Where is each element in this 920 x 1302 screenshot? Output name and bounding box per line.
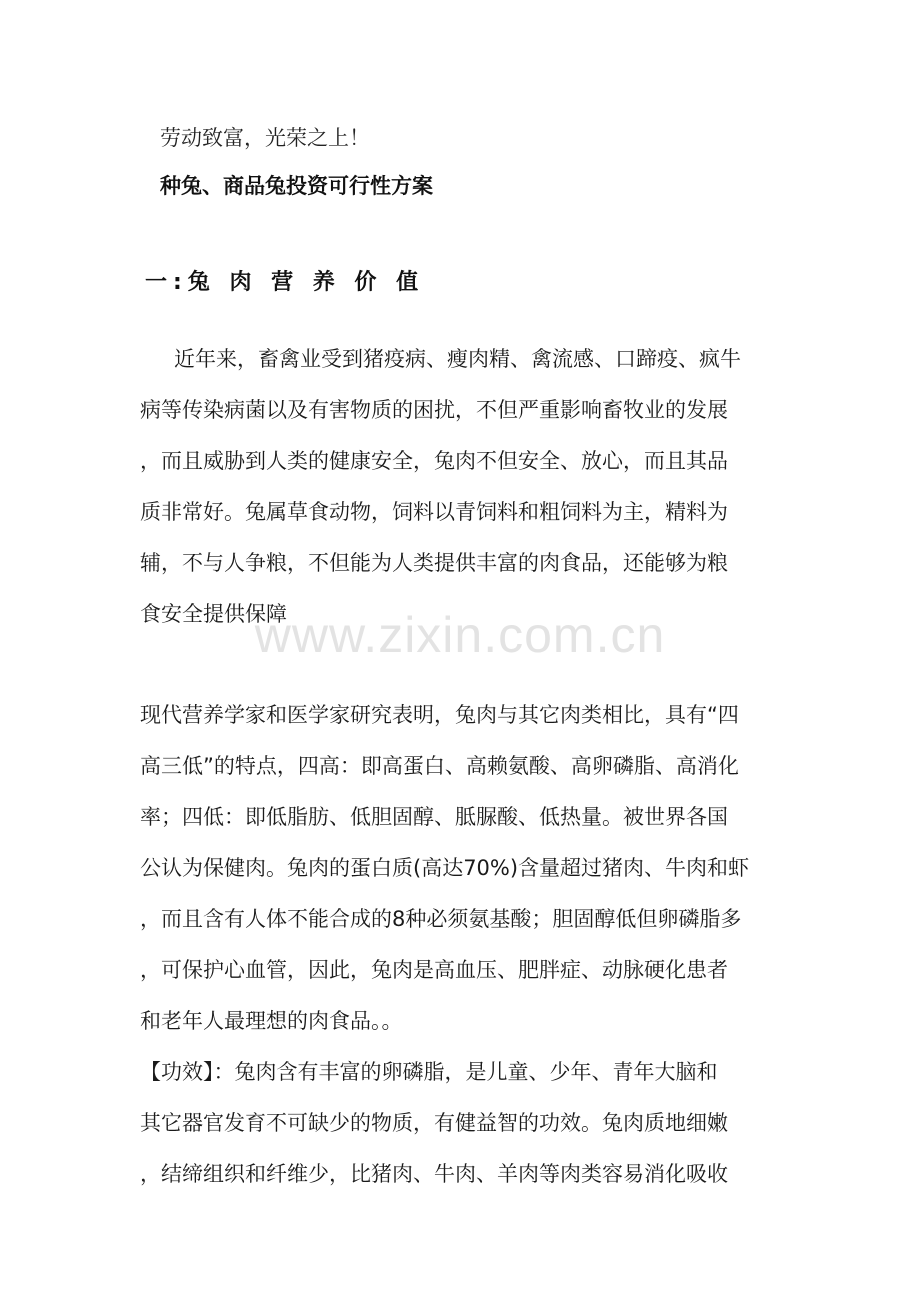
paragraph-intro [140, 334, 780, 640]
paragraph-line: ，而且含有人体不能合成的8种必须氨基酸；胆固醇低但卵磷脂多 [140, 907, 742, 931]
watermark: www.zixin.com.cn [254, 607, 666, 663]
paragraph-line: 质非常好。兔属草食动物，饲料以青饲料和粗饲料为主，精料为 [140, 500, 728, 524]
paragraph-line: ，可保护心血管，因此，兔肉是高血压、肥胖症、动脉硬化患者 [140, 958, 728, 982]
paragraph-line: 食安全提供保障 [140, 602, 287, 626]
paragraph-line: 和老年人最理想的肉食品。。 [140, 1009, 403, 1033]
efficacy-line: 【功效】：兔肉含有丰富的卵磷脂，是儿童、少年、青年大脑和 [140, 1060, 718, 1084]
section-heading-nutrition: 一:兔 肉 营 养 价 值 [145, 270, 425, 295]
motto-line: 劳动致富，光荣之上！ [160, 126, 370, 150]
paragraph-line: 率；四低：即低脂肪、低胆固醇、胝脲酸、低热量。被世界各国 [140, 805, 728, 829]
efficacy-line: ，结缔组织和纤维少，比猪肉、牛肉、羊肉等肉类容易消化吸收 [140, 1162, 728, 1186]
paragraph-line: ，而且威胁到人类的健康安全，兔肉不但安全、放心，而且其品 [140, 449, 728, 473]
paragraph-line: 辅，不与人争粮，不但能为人类提供丰富的肉食品，还能够为粮 [140, 551, 728, 575]
paragraph-line: 高三低”的特点，四高：即高蛋白、高赖氨酸、高卵磷脂、高消化 [140, 754, 739, 778]
paragraph-line: 近年来，畜禽业受到猪疫病、瘦肉精、禽流感、口蹄疫、疯牛 [174, 347, 741, 371]
document-title: 种兔、商品兔投资可行性方案 [160, 174, 433, 198]
paragraph-line: 现代营养学家和医学家研究表明，兔肉与其它肉类相比，具有“四 [140, 703, 739, 727]
paragraph-line: 病等传染病菌以及有害物质的困扰，不但严重影响畜牧业的发展 [140, 398, 728, 422]
efficacy-line: 其它器官发育不可缺少的物质，有健益智的功效。兔肉质地细嫩 [140, 1111, 728, 1135]
paragraph-research [140, 690, 780, 1200]
paragraph-line: 公认为保健肉。兔肉的蛋白质(高达70%)含量超过猪肉、牛肉和虾 [140, 856, 750, 880]
